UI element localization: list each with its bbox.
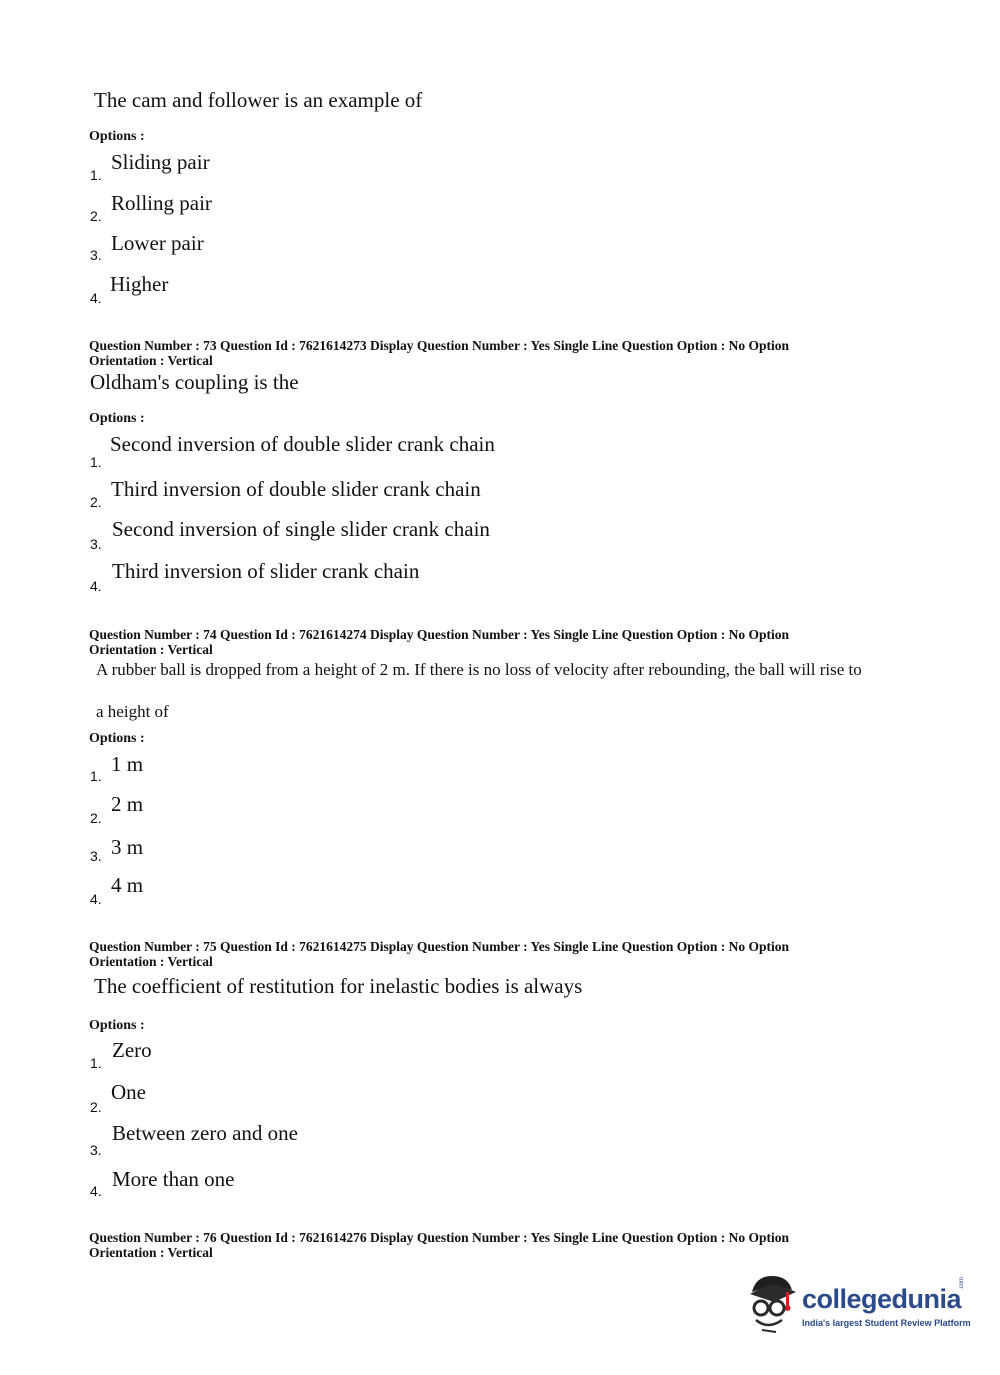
- option-number: 1.: [90, 768, 102, 784]
- option-number: 4.: [90, 1183, 102, 1199]
- options-label: Options :: [89, 1018, 145, 1033]
- options-label: Options :: [89, 731, 145, 746]
- collegedunia-logo: [742, 1270, 972, 1336]
- option-number: 1.: [90, 1055, 102, 1071]
- option-text: Third inversion of double slider crank chain: [111, 477, 481, 501]
- option-number: 1.: [90, 167, 102, 183]
- question-73-meta: [89, 338, 789, 368]
- question-74-text: A rubber ball is dropped from a height of 2 m. If there is no loss of velocity after rebounding, the ball will rise to: [96, 660, 862, 679]
- mascot-icon: [742, 1270, 804, 1336]
- options-label: Options :: [89, 411, 145, 426]
- option-number: 2.: [90, 810, 102, 826]
- option-text: 1 m: [111, 752, 144, 776]
- option-text: Between zero and one: [112, 1121, 298, 1145]
- meta-line: Question Number : 76 Question Id : 7621614276 Display Question Number : Yes Single Line Question Option : No Option: [89, 1230, 789, 1245]
- question-75-meta: [89, 939, 789, 969]
- option-number: 1.: [90, 454, 102, 470]
- option-number: 4.: [90, 290, 102, 306]
- meta-line: Question Number : 74 Question Id : 7621614274 Display Question Number : Yes Single Line Question Option : No Option: [89, 627, 789, 642]
- option-text: More than one: [112, 1167, 235, 1191]
- options-label: Options :: [89, 129, 145, 144]
- option-number: 4.: [90, 891, 102, 907]
- option-text: Rolling pair: [111, 191, 212, 215]
- meta-line: Question Number : 73 Question Id : 7621614273 Display Question Number : Yes Single Line Question Option : No Option: [89, 338, 789, 353]
- meta-line: Orientation : Vertical: [89, 954, 213, 969]
- meta-line: Orientation : Vertical: [89, 353, 213, 368]
- option-text: 2 m: [111, 792, 144, 816]
- option-text: Second inversion of double slider crank chain: [110, 432, 495, 456]
- option-text: Higher: [110, 272, 169, 296]
- meta-line: Orientation : Vertical: [89, 642, 213, 657]
- question-74-text-cont: a height of: [96, 702, 169, 721]
- option-number: 3.: [90, 848, 102, 864]
- option-number: 4.: [90, 578, 102, 594]
- meta-line: Question Number : 75 Question Id : 7621614275 Display Question Number : Yes Single Line Question Option : No Option: [89, 939, 789, 954]
- option-number: 3.: [90, 1142, 102, 1158]
- option-text: Lower pair: [111, 231, 204, 255]
- option-text: Third inversion of slider crank chain: [112, 559, 420, 583]
- option-text: One: [111, 1080, 146, 1104]
- question-76-meta: [89, 1230, 789, 1260]
- logo-name: collegedunia: [802, 1284, 962, 1314]
- option-number: 2.: [90, 208, 102, 224]
- logo-tagline: India's largest Student Review Platform: [802, 1318, 971, 1328]
- option-text: Second inversion of single slider crank chain: [112, 517, 490, 541]
- option-text: Sliding pair: [111, 150, 210, 174]
- option-text: 3 m: [111, 835, 144, 859]
- option-number: 2.: [90, 494, 102, 510]
- option-number: 3.: [90, 536, 102, 552]
- question-73-text: Oldham's coupling is the: [90, 370, 299, 394]
- meta-line: Orientation : Vertical: [89, 1245, 213, 1260]
- question-74-meta: [89, 627, 789, 657]
- option-text: Zero: [112, 1038, 152, 1062]
- option-text: 4 m: [111, 873, 144, 897]
- logo-suffix: .com: [959, 1276, 965, 1290]
- option-number: 3.: [90, 247, 102, 263]
- question-75-text: The coefficient of restitution for inelastic bodies is always: [94, 974, 583, 998]
- option-number: 2.: [90, 1099, 102, 1115]
- question-72-text: The cam and follower is an example of: [94, 88, 423, 112]
